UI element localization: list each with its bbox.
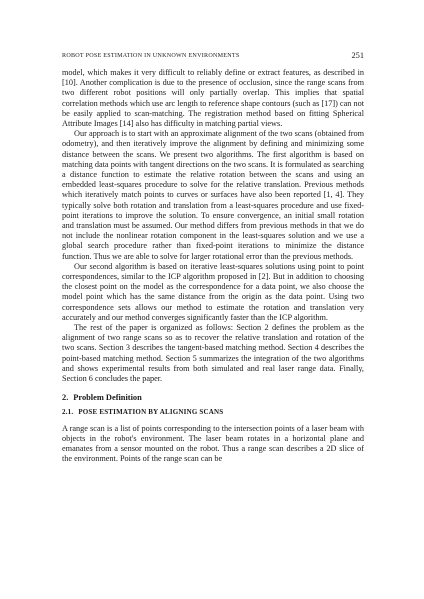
paragraph-approach: Our approach is to start with an approximate alignment of the two scans (obtained from odometry), and then iteratively improve the alignment by defining and minimizing some distance between the scans. We present two algorithms. The first algorithm is based on matching data points with tangent directions on the two scans. It is formulated as searching a distance function to estimate the relative rotation between the scans and using an embedded least-squares procedure to solve for the relative translation. Previous methods which iteratively match points to curves or surfaces have also been reported [1, 4]. They typically solve both rotation and translation from a least-squares procedure and use fixed-point iterations to improve the solution. To ensure convergence, an initial small rotation and translation must be assumed. Our method differs from previous methods in that we do not include the nonlinear rotation component in the least-squares solution and we use a global search procedure rather than fixed-point iterations to minimize the distance function. Thus we are able to solve for larger rotational error than the previous methods. [62, 129, 364, 261]
paragraph-continued: model, which makes it very difficult to reliably define or extract features, as described in [10]. Another complication is due to the presence of occlusion, since the range scans from two different robot positions will only partially overlap. This implies that spatial correlation methods which use arc length to reference shape contours (such as [17]) can not be easily applied to scan-matching. The registration method based on fitting Spherical Attribute Images [14] also has difficulty in matching partial views. [62, 68, 364, 129]
paragraph-second-algorithm: Our second algorithm is based on iterative least-squares solutions using point to point correspondences, similar to the ICP algorithm proposed in [2]. But in addition to choosing the closest point on the model as the correspondence for a data point, we also choose the model point which has the same distance from the origin as the data point. Using two correspondence sets allows our method to estimate the rotation and translation very accurately and our method converges significantly faster than the ICP algorithm. [62, 261, 364, 322]
running-head: ROBOT POSE ESTIMATION IN UNKNOWN ENVIRONMENTS [62, 53, 240, 59]
page-number: 251 [351, 51, 364, 60]
subsection-title: POSE ESTIMATION BY ALIGNING SCANS [78, 407, 224, 416]
section-title: Problem Definition [73, 393, 142, 403]
section-number: 2. [62, 393, 69, 403]
paragraph-range-scan: A range scan is a list of points corresponding to the intersection points of a laser beam with objects in the robot's environment. The laser beam rotates in a horizontal plane and emanates from a sensor mounted on the robot. Thus a range scan describes a 2D slice of the environment. Points of the range scan can be [62, 423, 364, 464]
body-text [62, 68, 364, 464]
subsection-number: 2.1. [62, 407, 74, 416]
subsection-heading [62, 408, 364, 417]
section-heading [62, 393, 364, 403]
paragraph-organization: The rest of the paper is organized as follows: Section 2 defines the problem as the alignment of two range scans so as to recover the relative translation and rotation of the two scans. Section 3 describes the tangent-based matching method. Section 4 describes the point-based matching method. Section 5 summarizes the integration of the two algorithms and shows experimental results from both simulated and real laser range data. Finally, Section 6 concludes the paper. [62, 323, 364, 384]
